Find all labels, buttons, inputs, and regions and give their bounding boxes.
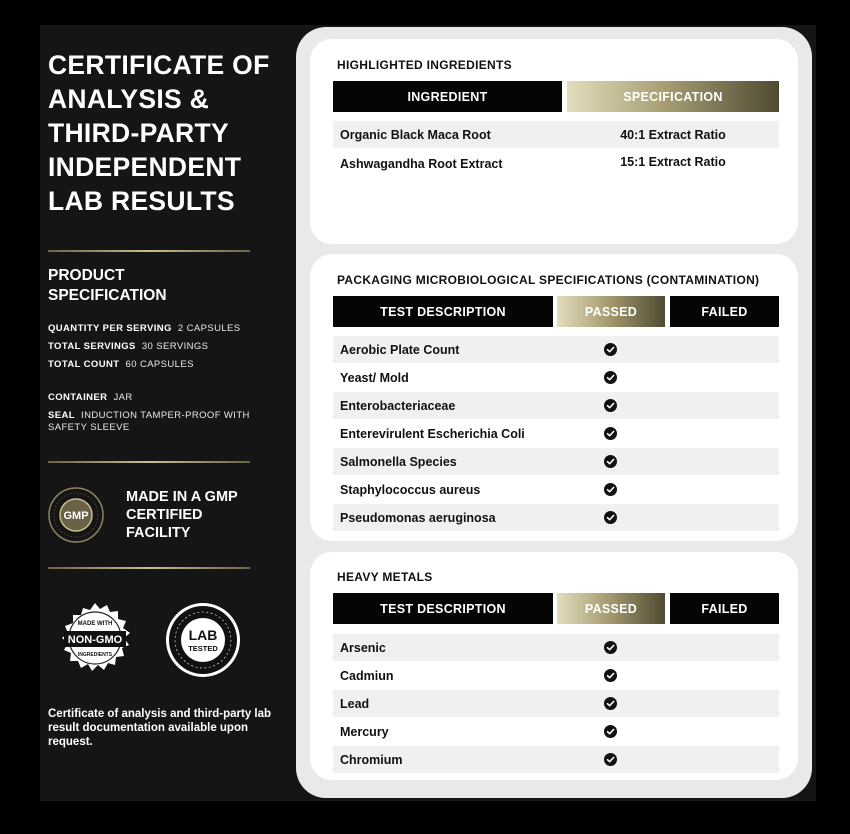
check-circle-icon (604, 641, 617, 654)
test-name: Chromium (340, 753, 403, 767)
table-row (333, 364, 779, 391)
product-spec-heading: PRODUCT SPECIFICATION (48, 267, 167, 304)
table-row (333, 420, 779, 447)
ingredient-spec: 15:1 Extract Ratio (620, 155, 726, 169)
container-spec: CONTAINER JAR (48, 392, 133, 403)
test-name: Cadmiun (340, 669, 394, 683)
table-row (333, 476, 779, 503)
test-description-header: TEST DESCRIPTION (333, 296, 553, 327)
check-circle-icon (604, 753, 617, 766)
gmp-text: MADE IN A GMP CERTIFIED FACILITY (126, 489, 238, 541)
specification-column-header: SPECIFICATION (567, 81, 779, 112)
non-gmo-top-label: MADE WITH (77, 621, 113, 627)
check-circle-icon (604, 511, 617, 524)
heavy-metals-card (310, 552, 798, 780)
table-row (333, 690, 779, 717)
test-description-header: TEST DESCRIPTION (333, 593, 553, 624)
table-row (333, 336, 779, 363)
check-circle-icon (604, 371, 617, 384)
availability-note: Certificate of analysis and third-party lab result documentation available upon request. (48, 708, 272, 748)
spec-list (48, 320, 288, 374)
non-gmo-label: NON-GMO (67, 634, 123, 646)
table-row (333, 504, 779, 531)
test-name: Salmonella Species (340, 455, 457, 469)
ingredient-name: Organic Black Maca Root (340, 128, 491, 142)
check-circle-icon (604, 669, 617, 682)
test-name: Enterevirulent Escherichia Coli (340, 427, 525, 441)
divider (48, 250, 250, 252)
ingredients-title: HIGHLIGHTED INGREDIENTS (337, 58, 512, 72)
gmp-badge-label: GMP (63, 510, 89, 522)
divider (48, 567, 250, 569)
page-title: CERTIFICATE OF ANALYSIS & THIRD-PARTY INDEPENDENT LAB RESULTS (48, 50, 270, 216)
table-row (333, 634, 779, 661)
ingredient-column-header: INGREDIENT (333, 81, 562, 112)
failed-header: FAILED (670, 593, 779, 624)
check-circle-icon (604, 697, 617, 710)
table-row (333, 746, 779, 773)
microbiological-title: PACKAGING MICROBIOLOGICAL SPECIFICATIONS (CONTAMINATION) (337, 273, 760, 287)
spec-item: TOTAL COUNT 60 CAPSULES (48, 359, 194, 370)
table-row (333, 718, 779, 745)
spec-item: TOTAL SERVINGS 30 SERVINGS (48, 341, 209, 352)
check-circle-icon (604, 427, 617, 440)
check-circle-icon (604, 343, 617, 356)
badge-row (56, 601, 288, 679)
failed-header: FAILED (670, 296, 779, 327)
lab-label: LAB (188, 627, 218, 643)
table-row (333, 121, 779, 148)
check-circle-icon (604, 455, 617, 468)
spec-item: QUANTITY PER SERVING 2 CAPSULES (48, 323, 241, 334)
test-name: Arsenic (340, 641, 386, 655)
results-panel (296, 27, 812, 798)
ingredient-spec: 40:1 Extract Ratio (620, 128, 726, 142)
test-name: Aerobic Plate Count (340, 343, 460, 357)
passed-header: PASSED (557, 296, 665, 327)
non-gmo-bottom-label: INGREDIENTS (77, 652, 113, 658)
seal-spec: SEAL INDUCTION TAMPER-PROOF WITH SAFETY SLEEVE (48, 410, 250, 433)
check-circle-icon (604, 399, 617, 412)
heavy-metals-title: HEAVY METALS (337, 570, 433, 584)
gmp-badge-icon (48, 487, 104, 543)
table-row (333, 662, 779, 689)
microbiological-card (310, 254, 798, 541)
table-row (333, 448, 779, 475)
ingredients-card (310, 39, 798, 244)
test-name: Enterobacteriaceae (340, 399, 456, 413)
check-circle-icon (604, 725, 617, 738)
table-row (333, 392, 779, 419)
test-name: Yeast/ Mold (340, 371, 409, 385)
non-gmo-badge-icon (56, 601, 134, 679)
test-name: Lead (340, 697, 370, 711)
gmp-row (48, 487, 288, 543)
left-column (48, 48, 288, 749)
lab-tested-badge-icon (164, 601, 242, 679)
tested-label: TESTED (188, 644, 218, 653)
test-name: Pseudomonas aeruginosa (340, 511, 496, 525)
passed-header: PASSED (557, 593, 665, 624)
check-circle-icon (604, 483, 617, 496)
test-name: Mercury (340, 725, 389, 739)
ingredient-name: Ashwagandha Root Extract (340, 157, 503, 171)
divider (48, 461, 250, 463)
test-name: Staphylococcus aureus (340, 483, 481, 497)
table-row (333, 150, 779, 177)
